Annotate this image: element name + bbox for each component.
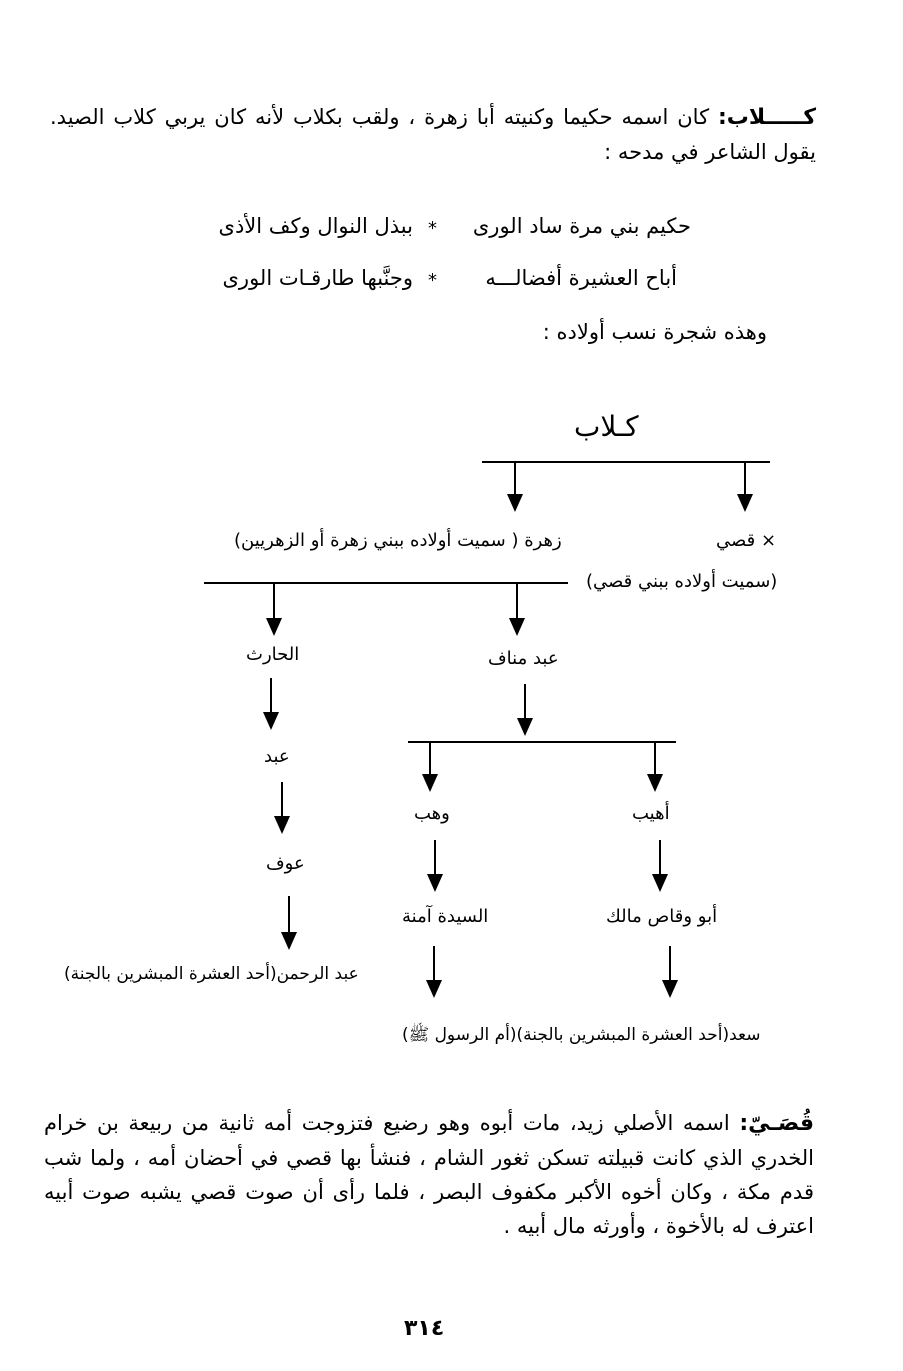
tree-connector [434, 840, 436, 874]
intro-text: كان اسمه حكيما وكنيته أبا زهرة ، ولقب بكلاب لأنه كان يربي كلاب الصيد. يقول الشاعر في مدحه : [50, 105, 816, 164]
tree-connector [288, 896, 290, 932]
tree-node-abd-manaf: عبد مناف [488, 648, 559, 669]
intro-heading: كـــــلاب: [717, 105, 816, 130]
verse-2-second: وجنَّبها طارقـات الورى [222, 266, 413, 290]
tree-node-wahb: وهب [414, 803, 450, 824]
tree-connector [482, 461, 770, 463]
qusay-heading: قُصَـيّ: [739, 1111, 814, 1136]
tree-root-kilab: كـلاب [574, 410, 639, 443]
tree-node-saad-amina: سعد(أحد العشرة المبشرين بالجنة)(أم الرسول ﷺ) [402, 1025, 761, 1045]
tree-node-abu-waqqas: أبو وقاص مالك [606, 906, 718, 927]
verse-1-first: حكيم بني مرة ساد الورى [472, 214, 691, 238]
tree-arrowhead [662, 980, 678, 998]
tree-connector [273, 583, 275, 618]
page-number: ٣١٤ [404, 1316, 445, 1341]
tree-arrowhead [509, 618, 525, 636]
tree-connector [654, 742, 656, 774]
tree-connector [270, 678, 272, 712]
tree-node-abdulrahman: عبد الرحمن(أحد العشرة المبشرين بالجنة) [64, 964, 359, 984]
tree-arrowhead [274, 816, 290, 834]
tree-connector [429, 742, 431, 774]
tree-note-qusay: (سميت أولاده ببني قصي) [586, 571, 778, 592]
tree-arrowhead [266, 618, 282, 636]
tree-connector [514, 462, 516, 494]
tree-connector [408, 741, 676, 743]
tree-node-harith: الحارث [246, 644, 300, 665]
tree-connector [744, 462, 746, 494]
tree-node-abd: عبد [264, 746, 290, 767]
tree-connector [433, 946, 435, 980]
tree-arrowhead [426, 980, 442, 998]
tree-connector [516, 583, 518, 618]
qusay-text: اسمه الأصلي زيد، مات أبوه وهو رضيع فتزوجت أمه ثانية من ربيعة بن خرام الخدري الذي كانت قبيلته تسكن ثغور الشام ، فنشأ بها قصي في أحضان أمه ، ولما شب قدم مكة ، وكان أخوه الأكبر مكفوف البصر ، فلما رأى أن صوت قصي يشبه صوت أبيه اعترف له بالأخوة ، وأورثه مال أبيه . [44, 1111, 814, 1238]
tree-arrowhead [647, 774, 663, 792]
tree-connector [204, 582, 568, 584]
tree-node-uhayb: أهيب [632, 803, 670, 824]
qusay-paragraph [44, 1106, 814, 1243]
tree-arrowhead [281, 932, 297, 950]
tree-connector [281, 782, 283, 816]
tree-arrowhead [422, 774, 438, 792]
verse-2-separator: * [428, 270, 437, 291]
verse-1-second: ببذل النوال وكف الأذى [218, 214, 413, 238]
tree-arrowhead [263, 712, 279, 730]
tree-arrowhead [737, 494, 753, 512]
tree-arrowhead [517, 718, 533, 736]
verse-1-separator: * [428, 218, 437, 239]
tree-arrowhead [652, 874, 668, 892]
tree-connector [659, 840, 661, 874]
tree-connector [524, 684, 526, 718]
tree-arrowhead [427, 874, 443, 892]
verse-2-first: أباح العشيرة أفضالـــه [485, 266, 677, 290]
tree-connector [669, 946, 671, 980]
tree-node-zuhra: زهرة ( سميت أولاده ببني زهرة أو الزهريين) [234, 530, 562, 551]
tree-node-awf: عوف [266, 853, 305, 874]
tree-node-qusay: × قصي [716, 530, 777, 551]
tree-arrowhead [507, 494, 523, 512]
tree-intro: وهذه شجرة نسب أولاده : [542, 320, 767, 344]
tree-node-amina: السيدة آمنة [402, 906, 489, 927]
